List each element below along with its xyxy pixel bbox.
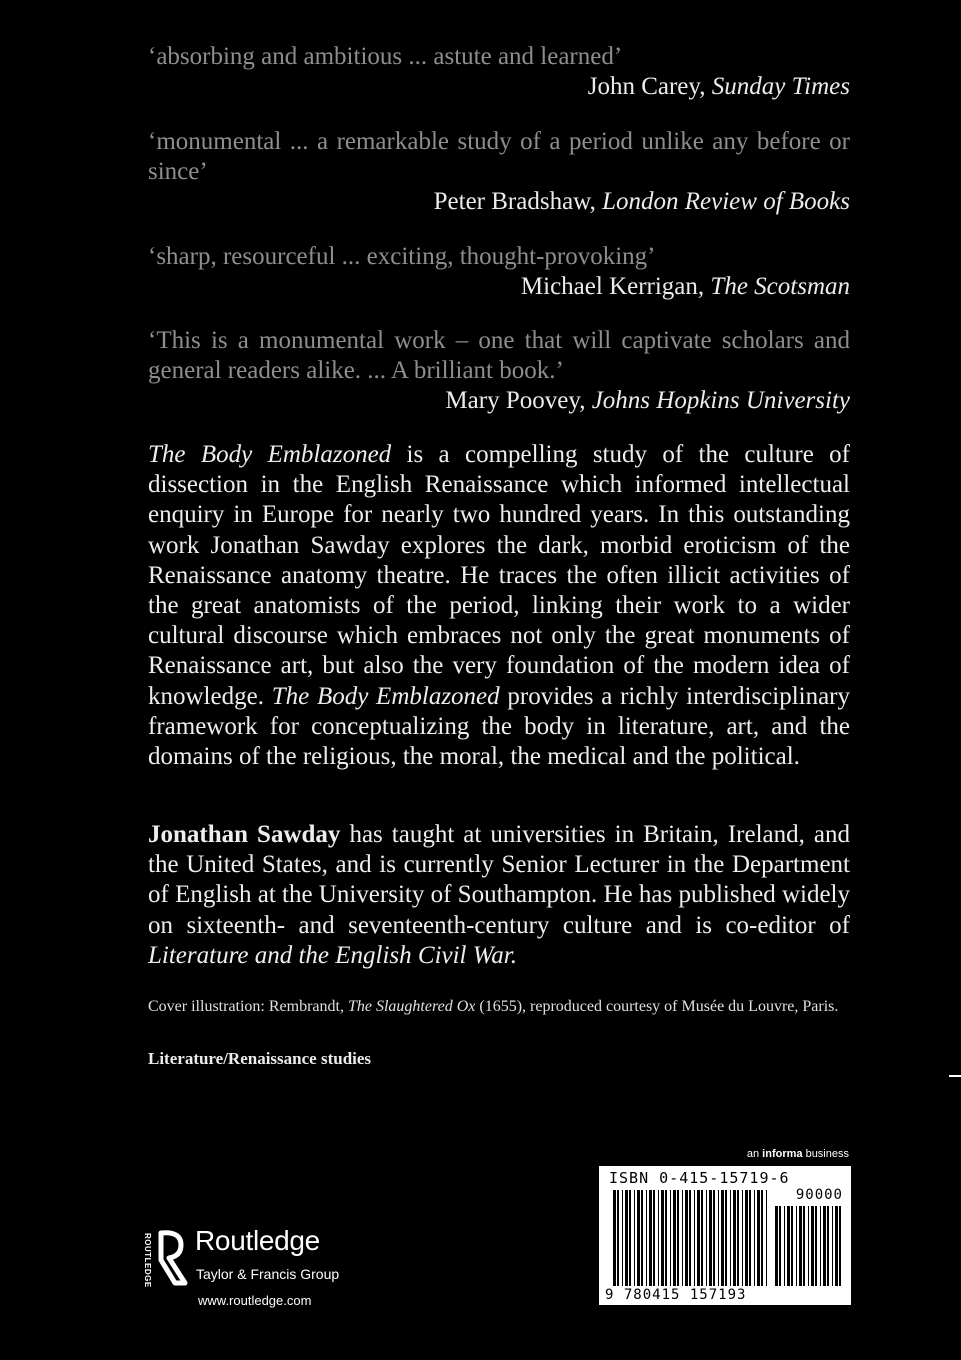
subject-category: Literature/Renaissance studies (148, 1049, 372, 1068)
barcode-bar (641, 1190, 643, 1286)
author-bio-text: has taught at universities in Britain, Ireland, and the United States, and is currently Senior Lecturer in the Department of English at the University of Southampton. He has published widely on sixteenth- and seventeenth-century culture and is co-editor of (148, 821, 850, 939)
barcode-bar (745, 1190, 748, 1286)
barcode-bar (646, 1190, 647, 1286)
edge-mark (949, 1075, 961, 1077)
description-text: provides a richly interdisciplinary framework for conceptualizing the body in literature, art, and the domains of the religious, the moral, the medical and the political. (148, 682, 851, 771)
barcode-bar (761, 1190, 763, 1286)
book-description (148, 440, 850, 772)
barcode-bar (625, 1190, 628, 1286)
isbn-barcode (599, 1166, 851, 1305)
barcode-bar (808, 1206, 809, 1286)
author-bio (148, 820, 850, 971)
barcode-bar (757, 1190, 760, 1286)
review-quote: ‘absorbing and ambitious ... astute and learned’ (148, 43, 623, 70)
barcode-bar (815, 1206, 817, 1286)
isbn-number: ISBN 0-415-15719-6 (609, 1169, 790, 1187)
reviewer-name: Peter Bradshaw, (433, 188, 603, 215)
informa-suffix: business (802, 1148, 849, 1160)
cover-credit (148, 995, 850, 1018)
barcode-bar (832, 1206, 833, 1286)
review-attribution (148, 386, 850, 416)
barcode-bars (599, 1166, 851, 1305)
barcode-bar (721, 1190, 724, 1286)
price-code: 90000 (795, 1187, 843, 1203)
review-4 (148, 326, 850, 416)
review-quote: ‘sharp, resourceful ... exciting, thought-provoking’ (148, 243, 656, 270)
barcode-bar (827, 1206, 829, 1286)
publisher-vertical-text: ROUTLEDGE (143, 1233, 152, 1288)
barcode-bar (784, 1206, 785, 1286)
informa-prefix: an (746, 1148, 763, 1160)
barcode-bar (706, 1190, 707, 1286)
barcode-bar (796, 1206, 797, 1286)
barcode-bar (658, 1190, 659, 1286)
barcode-bar (653, 1190, 655, 1286)
barcode-bar (637, 1190, 640, 1286)
book-title: The Body Emblazoned (148, 441, 392, 468)
barcode-bar (754, 1190, 755, 1286)
barcode-bar (677, 1190, 679, 1286)
review-2 (148, 127, 850, 217)
review-3 (148, 242, 850, 302)
barcode-bar (811, 1206, 814, 1286)
barcode-bar (835, 1206, 838, 1286)
author-book-title: Literature and the English Civil War. (148, 941, 517, 969)
author-name: Jonathan Sawday (148, 821, 341, 848)
barcode-bar (713, 1190, 715, 1286)
ean-number: 9 780415 157193 (605, 1287, 747, 1303)
barcode-bar (613, 1190, 616, 1286)
barcode-bar (617, 1190, 619, 1286)
credit-suffix: (1655), reproduced courtesy of Musée du Louvre, Paris. (475, 998, 839, 1015)
barcode-bar (694, 1190, 695, 1286)
reviewer-name: Michael Kerrigan, (520, 273, 711, 300)
barcode-bar (670, 1190, 671, 1286)
reviewer-name: Mary Poovey, (445, 387, 592, 414)
barcode-bar (629, 1190, 631, 1286)
review-attribution (148, 72, 850, 102)
review-source: Sunday Times (711, 73, 850, 100)
barcode-bar (718, 1190, 719, 1286)
barcode-bar (673, 1190, 676, 1286)
review-source: Johns Hopkins University (591, 387, 850, 414)
review-source: The Scotsman (710, 273, 850, 300)
barcode-bar (697, 1190, 700, 1286)
barcode-bar (823, 1206, 826, 1286)
barcode-bar (730, 1190, 731, 1286)
barcode-bar (787, 1206, 790, 1286)
barcode-bar (799, 1206, 802, 1286)
review-quote: ‘monumental ... a remarkable study of a period unlike any before or since’ (148, 128, 850, 185)
reviewer-name: John Carey, (587, 73, 712, 100)
barcode-bar (682, 1190, 683, 1286)
barcode-bar (775, 1206, 778, 1286)
barcode-bar (742, 1190, 743, 1286)
description-text: is a compelling study of the culture of dissection in the English Renaissance which informed intellectual enquiry in Europe for nearly two hundred years. In this outstanding work Jonathan Sawday explores the dark, morbid eroticism of the Renaissance anatomy theatre. He traces the often illicit activities of the great anatomists of the period, linking their work to a wider cultural discourse which embraces not only the great monuments of Renaissance art, but also the very foundation of the modern idea of knowledge. (148, 441, 850, 710)
review-source: London Review of Books (602, 188, 850, 215)
barcode-bar (803, 1206, 805, 1286)
barcode-bar (725, 1190, 727, 1286)
publisher-group: Taylor & Francis Group (196, 1266, 340, 1282)
barcode-bar (701, 1190, 703, 1286)
barcode-bar (665, 1190, 667, 1286)
review-attribution (148, 272, 850, 302)
review-1 (148, 42, 850, 102)
barcode-bar (634, 1190, 635, 1286)
credit-prefix: Cover illustration: Rembrandt, (148, 998, 348, 1015)
informa-brand: informa (762, 1148, 803, 1160)
barcode-bar (737, 1190, 739, 1286)
publisher-website: www.routledge.com (198, 1293, 312, 1308)
barcode-bar (749, 1190, 751, 1286)
informa-tagline (747, 1148, 849, 1160)
review-quote: ‘This is a monumental work – one that will captivate scholars and general readers alike. ... A brilliant book.’ (148, 327, 850, 384)
barcode-bar (661, 1190, 664, 1286)
barcode-bar (839, 1206, 841, 1286)
barcode-bar (791, 1206, 793, 1286)
barcode-bar (820, 1206, 821, 1286)
painting-title: The Slaughtered Ox (347, 998, 476, 1015)
barcode-bar (622, 1190, 623, 1286)
barcode-bar (766, 1190, 767, 1286)
barcode-bar (709, 1190, 712, 1286)
routledge-r-icon (155, 1229, 189, 1287)
book-title: The Body Emblazoned (271, 682, 500, 710)
barcode-bar (779, 1206, 781, 1286)
barcode-bar (689, 1190, 691, 1286)
barcode-bar (649, 1190, 652, 1286)
barcode-bar (733, 1190, 736, 1286)
publisher-name: Routledge (195, 1225, 320, 1256)
barcode-bar (685, 1190, 688, 1286)
review-attribution (148, 187, 850, 217)
